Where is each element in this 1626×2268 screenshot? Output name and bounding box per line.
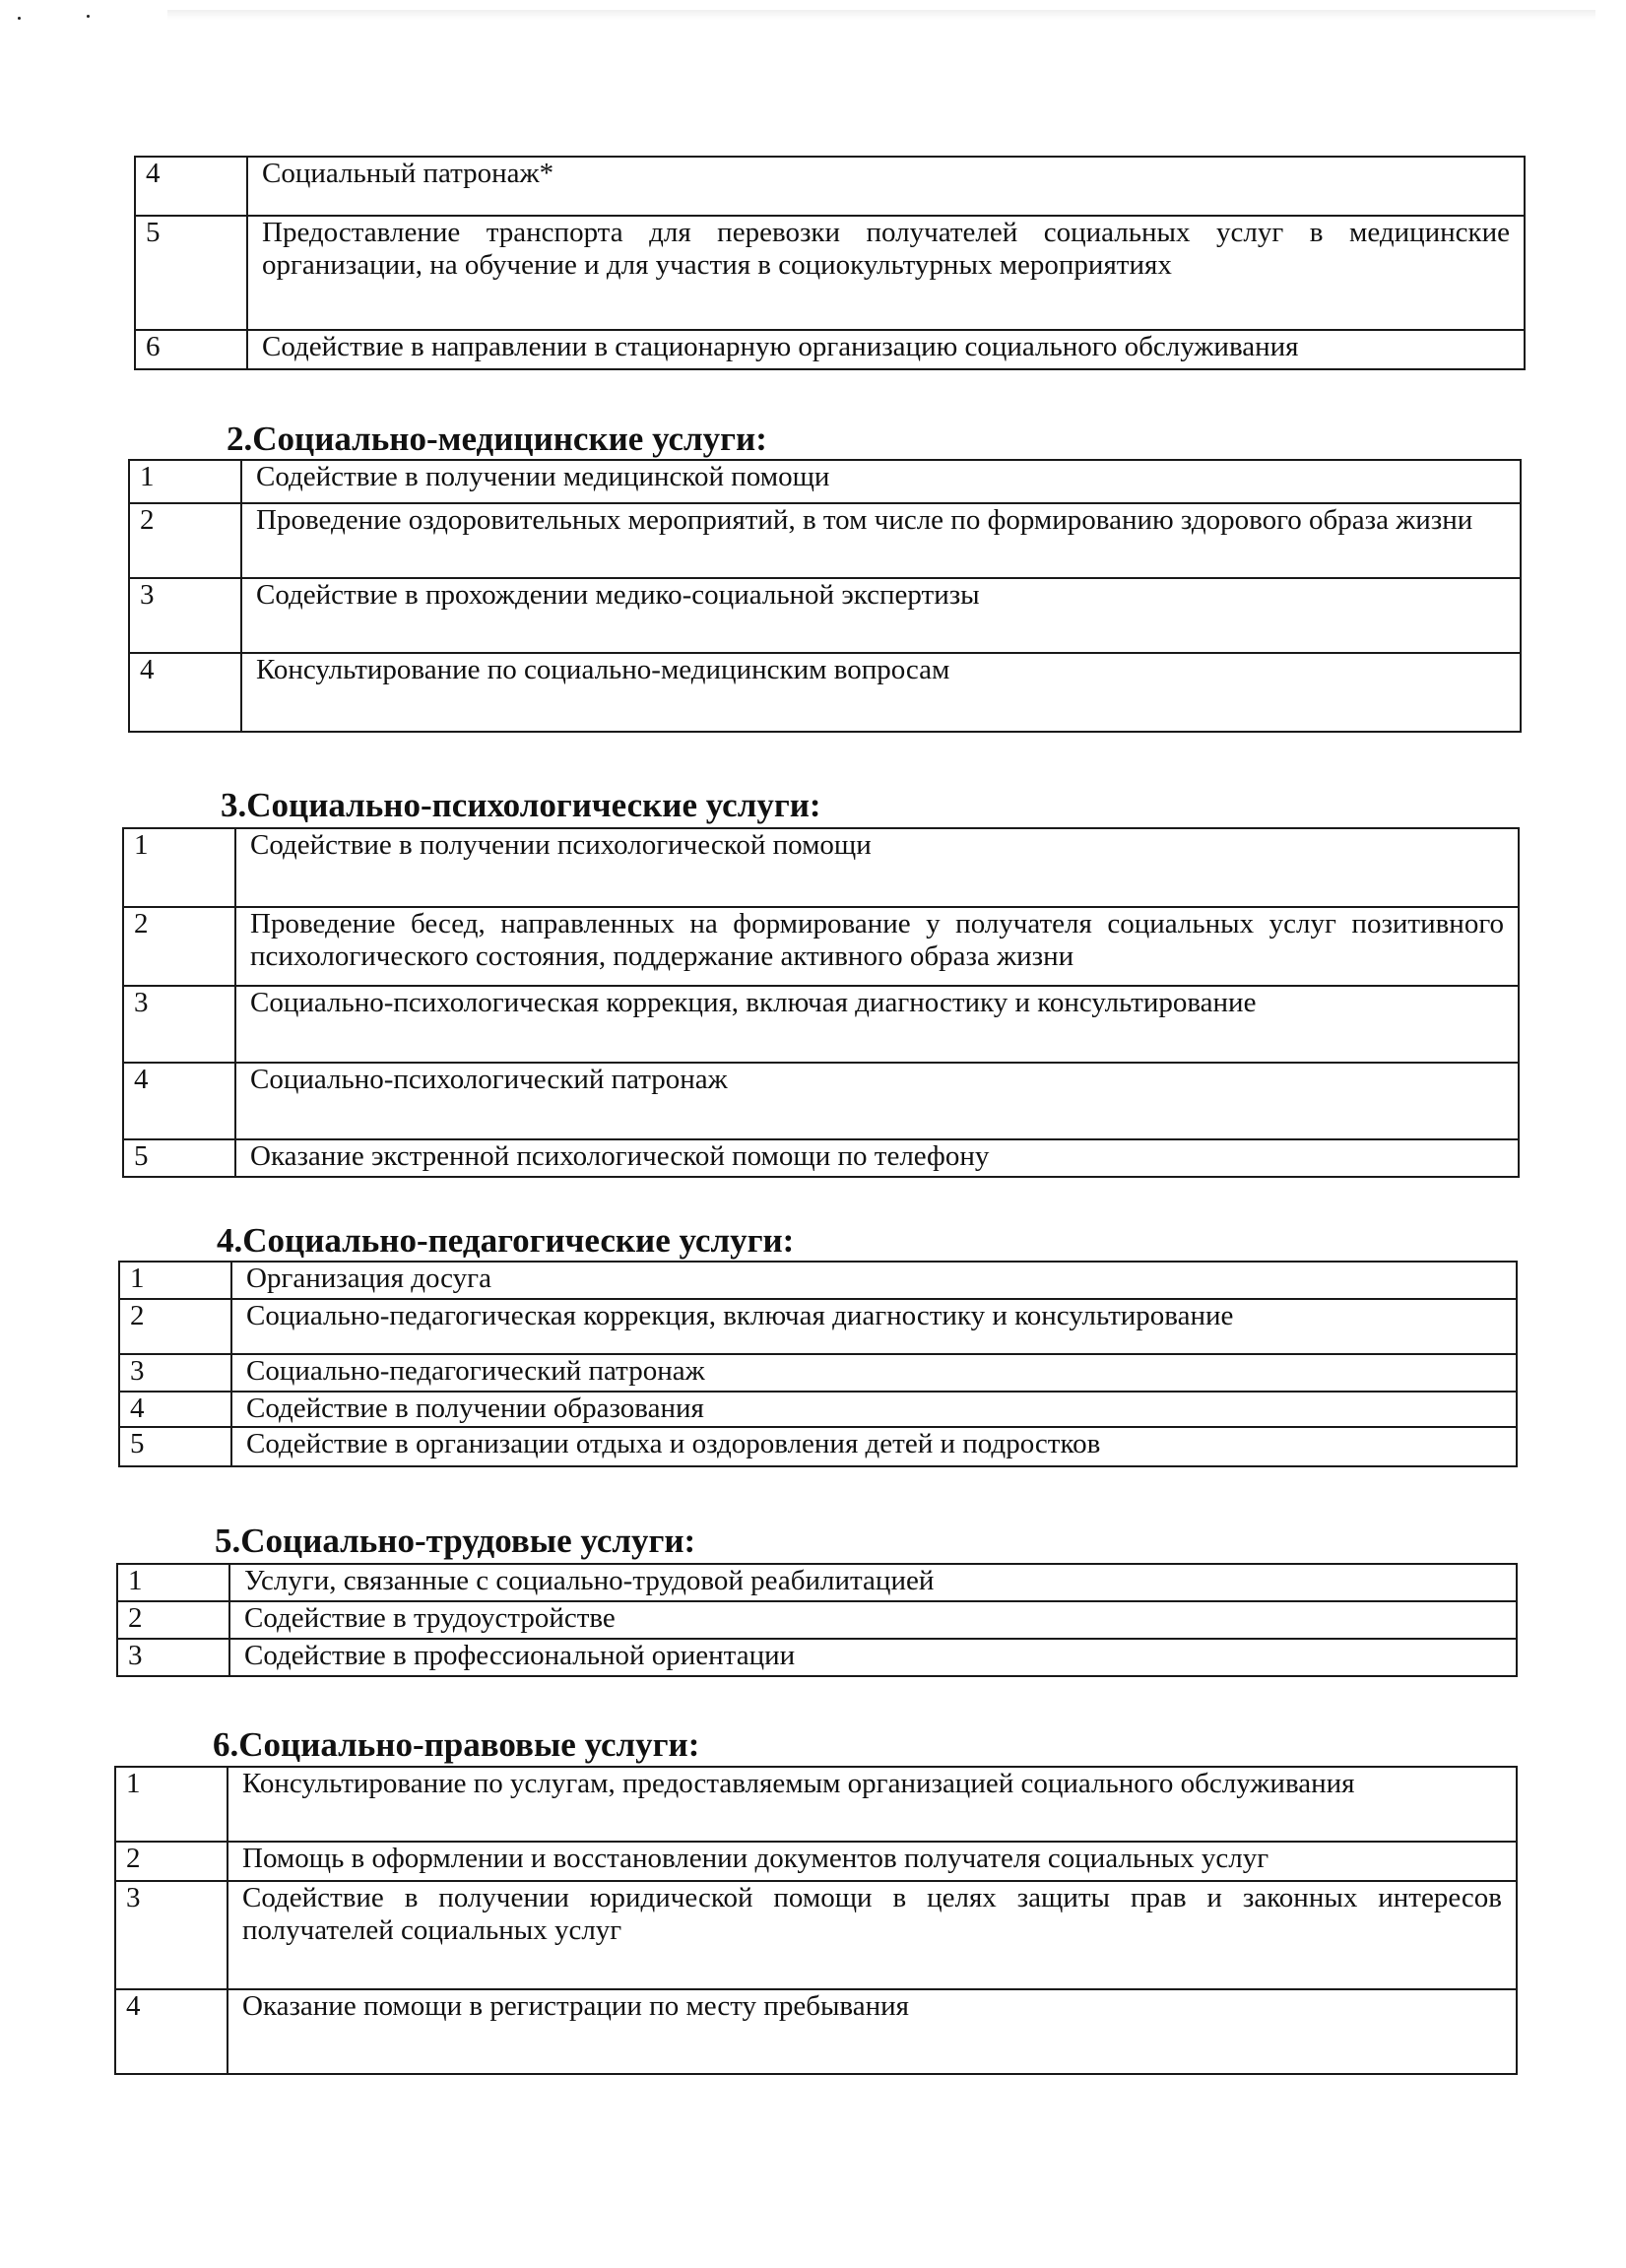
row-text: Консультирование по услугам, предоставляемым организацией социального обслуживания (228, 1767, 1517, 1842)
row-number: 5 (135, 216, 247, 330)
table-row (123, 828, 1519, 907)
table-row (129, 503, 1521, 578)
row-text: Социально-педагогический патронаж (231, 1354, 1517, 1392)
row-text: Оказание помощи в регистрации по месту пребывания (228, 1989, 1517, 2074)
row-number: 4 (123, 1063, 235, 1139)
services-table-labor (116, 1563, 1518, 1677)
row-number: 4 (115, 1989, 228, 2074)
row-number: 2 (115, 1842, 228, 1881)
table-row (115, 1989, 1517, 2074)
row-number: 3 (117, 1639, 229, 1676)
table-row (117, 1601, 1517, 1639)
row-text: Содействие в направлении в стационарную организацию социального обслуживания (247, 330, 1525, 369)
table-row (115, 1767, 1517, 1842)
row-number: 1 (129, 460, 241, 503)
row-number: 1 (117, 1564, 229, 1601)
table-row (129, 653, 1521, 732)
row-text: Содействие в трудоустройстве (229, 1601, 1517, 1639)
scan-speck (87, 15, 90, 18)
table-row (123, 1063, 1519, 1139)
row-number: 3 (119, 1354, 231, 1392)
row-number: 2 (123, 907, 235, 986)
row-text: Консультирование по социально-медицинским вопросам (241, 653, 1521, 732)
row-number: 2 (129, 503, 241, 578)
row-number: 3 (123, 986, 235, 1063)
services-table-general (134, 156, 1526, 370)
row-text: Социально-педагогическая коррекция, включая диагностику и консультирование (231, 1299, 1517, 1354)
services-table-legal (114, 1766, 1518, 2075)
table-row (123, 1139, 1519, 1177)
row-number: 1 (123, 828, 235, 907)
row-text: Социально-психологическая коррекция, включая диагностику и консультирование (235, 986, 1519, 1063)
section-title-legal: 6.Социально-правовые услуги: (213, 1725, 700, 1764)
row-text: Содействие в получении медицинской помощи (241, 460, 1521, 503)
row-text: Услуги, связанные с социально-трудовой реабилитацией (229, 1564, 1517, 1601)
table-row (115, 1881, 1517, 1989)
row-text: Социальный патронаж* (247, 157, 1525, 216)
table-row (135, 216, 1525, 330)
row-text: Содействие в прохождении медико-социальной экспертизы (241, 578, 1521, 653)
table-row (123, 907, 1519, 986)
row-text: Проведение оздоровительных мероприятий, в том числе по формированию здорового образа жизни (241, 503, 1521, 578)
table-row (123, 986, 1519, 1063)
row-text: Социально-психологический патронаж (235, 1063, 1519, 1139)
table-row (117, 1639, 1517, 1676)
table-row (117, 1564, 1517, 1601)
row-text: Содействие в получении юридической помощи в целях защиты прав и законных интересов получателей социальных услуг (228, 1881, 1517, 1989)
services-table-psychological (122, 827, 1520, 1178)
section-title-pedagogical: 4.Социально-педагогические услуги: (217, 1221, 795, 1260)
row-text: Проведение бесед, направленных на формирование у получателя социальных услуг позитивного психологического состояния, поддержание активного образа жизни (235, 907, 1519, 986)
row-number: 4 (119, 1392, 231, 1427)
row-text: Организация досуга (231, 1262, 1517, 1299)
scan-edge-shadow (167, 10, 1595, 20)
row-number: 2 (119, 1299, 231, 1354)
section-title-psychological: 3.Социально-психологические услуги: (221, 786, 821, 824)
row-number: 3 (115, 1881, 228, 1989)
row-number: 5 (119, 1427, 231, 1466)
section-title-labor: 5.Социально-трудовые услуги: (215, 1522, 696, 1560)
section-title-medical: 2.Социально-медицинские услуги: (227, 420, 767, 458)
table-row (119, 1299, 1517, 1354)
row-number: 1 (119, 1262, 231, 1299)
row-number: 6 (135, 330, 247, 369)
row-text: Предоставление транспорта для перевозки получателей социальных услуг в медицинские организации, на обучение и для участия в социокультурных мероприятиях (247, 216, 1525, 330)
table-row (129, 578, 1521, 653)
row-number: 3 (129, 578, 241, 653)
row-number: 2 (117, 1601, 229, 1639)
row-number: 4 (129, 653, 241, 732)
row-text: Содействие в организации отдыха и оздоровления детей и подростков (231, 1427, 1517, 1466)
services-table-pedagogical (118, 1261, 1518, 1467)
table-row (119, 1392, 1517, 1427)
row-text: Содействие в профессиональной ориентации (229, 1639, 1517, 1676)
row-text: Содействие в получении образования (231, 1392, 1517, 1427)
table-row (119, 1427, 1517, 1466)
row-number: 4 (135, 157, 247, 216)
table-row (135, 330, 1525, 369)
row-text: Помощь в оформлении и восстановлении документов получателя социальных услуг (228, 1842, 1517, 1881)
row-number: 1 (115, 1767, 228, 1842)
table-row (119, 1262, 1517, 1299)
services-table-medical (128, 459, 1522, 733)
table-row (115, 1842, 1517, 1881)
row-text: Оказание экстренной психологической помощи по телефону (235, 1139, 1519, 1177)
table-row (129, 460, 1521, 503)
table-row (119, 1354, 1517, 1392)
scan-speck (18, 17, 21, 20)
row-number: 5 (123, 1139, 235, 1177)
table-row (135, 157, 1525, 216)
row-text: Содействие в получении психологической помощи (235, 828, 1519, 907)
